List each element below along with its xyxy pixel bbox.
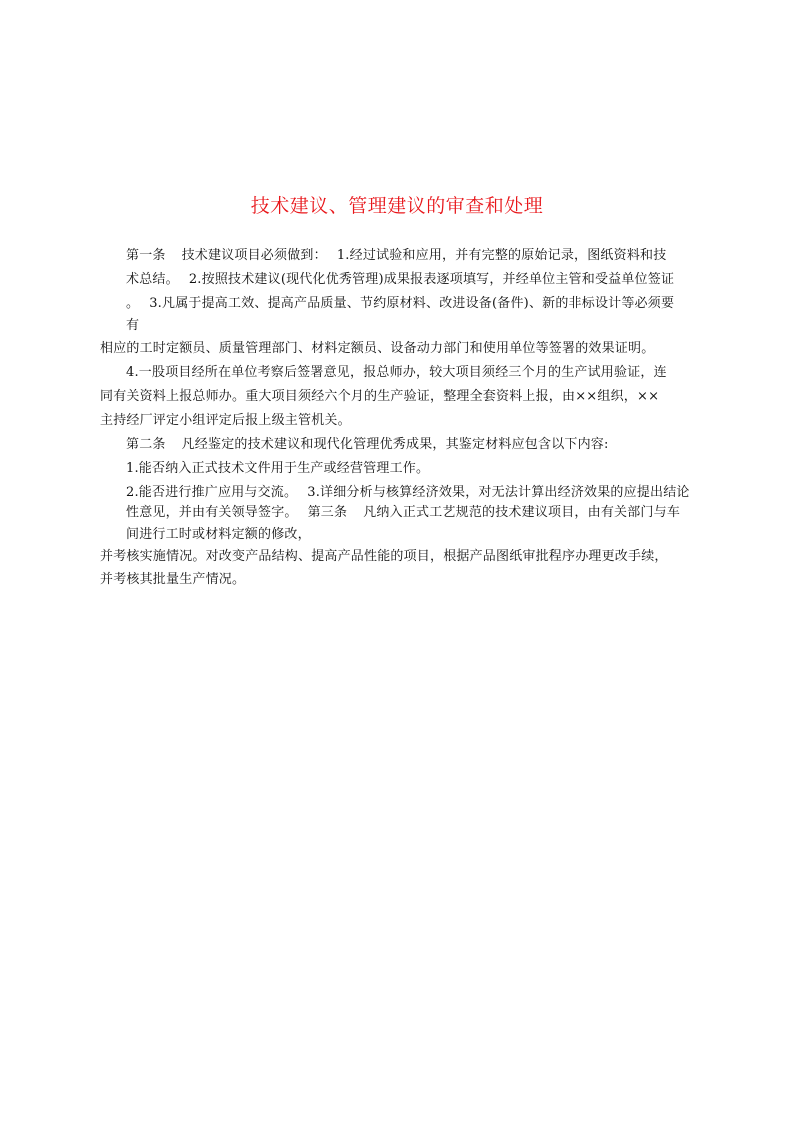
text-run: 间进行工时或材料定额的修改，	[126, 527, 311, 542]
document-title: 技术建议、管理建议的审查和处理	[250, 195, 544, 217]
paragraph-line	[126, 504, 680, 522]
text-run: 技术建议项目必须做到：	[181, 248, 327, 263]
text-run: 1.经过试验和应用，并有完整的原始记录，图纸资料和技	[336, 248, 667, 263]
paragraph-line	[126, 247, 666, 265]
text-run: 并考核其批量生产情况。	[100, 572, 246, 587]
paragraph-line	[100, 412, 351, 430]
paragraph-line	[126, 317, 139, 335]
text-run: 性意见，并由有关领导签字。	[126, 505, 298, 520]
paragraph-line	[126, 484, 690, 502]
paragraph-line	[126, 295, 674, 313]
paragraph-line	[126, 436, 609, 454]
paragraph-line	[100, 340, 654, 358]
text-run: 2.能否进行推广应用与交流。	[126, 485, 298, 500]
text-run: 2.按照技术建议(现代化优秀管理)成果报表逐项填写，并经单位主管和受益单位签证	[188, 272, 675, 287]
paragraph-line	[126, 271, 674, 289]
text-run: 3.详细分析与核算经济效果，对无法计算出经济效果的应提出结论	[307, 485, 690, 500]
paragraph-line	[100, 571, 245, 589]
article-label: 第一条	[126, 248, 166, 263]
paragraph-line	[126, 526, 311, 544]
text-run: 术总结。	[126, 272, 179, 287]
article-label: 第三条	[307, 505, 348, 520]
article-label: 第二条	[126, 437, 166, 452]
paragraph-line	[100, 548, 668, 566]
text-run: 相应的工时定额员、质量管理部门、材料定额员、设备动力部门和使用单位等签署的效果证明。	[100, 341, 655, 356]
text-run: 1.能否纳入正式技术文件用于生产或经营管理工作。	[126, 461, 430, 476]
text-run: 有	[126, 318, 140, 333]
text-run: 4.一股项目经所在单位考察后签署意见，报总师办，较大项目须经三个月的生产试用验证，连	[126, 365, 667, 380]
text-run: 主持经厂评定小组评定后报上级主管机关。	[100, 413, 351, 428]
paragraph-line	[126, 364, 667, 382]
text-run: 同有关资料上报总师办。重大项目须经六个月的生产验证，整理全套资料上报，由××组织，××	[100, 389, 660, 404]
text-run: 凡纳入正式工艺规范的技术建议项目，由有关部门与车	[363, 505, 681, 520]
paragraph-line	[100, 388, 659, 406]
text-run: 。	[126, 296, 140, 311]
text-run: 凡经鉴定的技术建议和现代化管理优秀成果，其鉴定材料应包含以下内容:	[181, 437, 609, 452]
paragraph-line	[126, 460, 429, 478]
text-run: 3.凡属于提高工效、提高产品质量、节约原材料、改进设备(备件)、新的非标设计等必须要	[149, 296, 675, 311]
text-run: 并考核实施情况。对改变产品结构、提高产品性能的项目，根据产品图纸审批程序办理更改手续，	[100, 549, 668, 564]
